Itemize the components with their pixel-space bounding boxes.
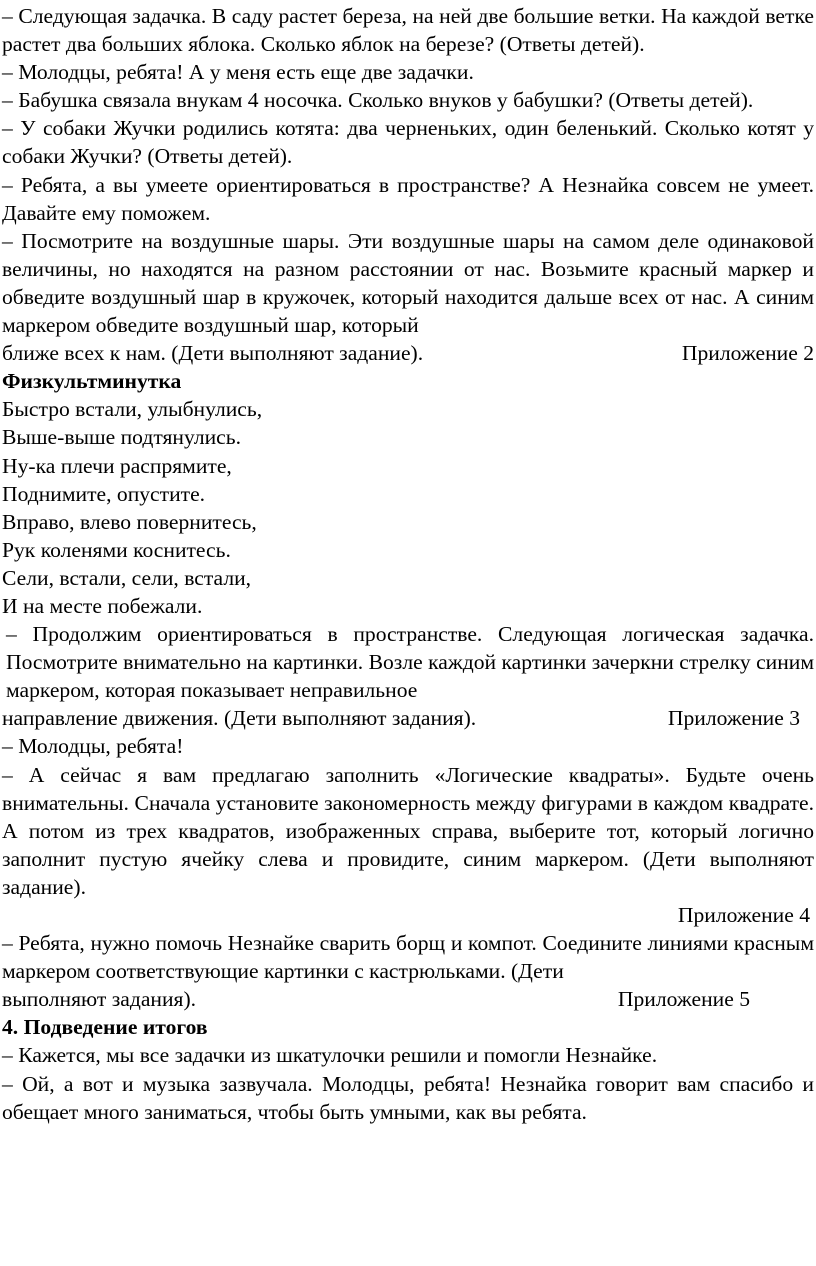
heading-summary: 4. Подведение итогов: [2, 1015, 208, 1040]
paragraph-balloons-end: ближе всех к нам. (Дети выполняют задание).: [2, 341, 424, 366]
poem-block: [2, 395, 814, 620]
paragraph-arrows-end: направление движения. (Дети выполняют задания).: [2, 706, 477, 731]
paragraph-kittens-task: – У собаки Жучки родились котята: два черненьких, один беленький. Сколько котят у собаки Жучки? (Ответы детей).: [2, 116, 814, 169]
paragraph-borscht-task: – Ребята, нужно помочь Незнайке сварить борщ и компот. Соедините линиями красным маркером соответствующие картинки с кастрюльками. (Дети: [2, 931, 814, 984]
appendix-ref-2: Приложение 2: [681, 341, 814, 366]
paragraph-borscht-tail: [2, 985, 814, 1013]
poem-line: Рук коленями коснитесь.: [2, 537, 231, 562]
paragraph-balloons-task: – Посмотрите на воздушные шары. Эти воздушные шары на самом деле одинаковой величины, но находятся на разном расстоянии от нас. Возьмите красный маркер и обведите воздушный шар в кружочек, который находится дальше всех от нас. А синим маркером обведите воздушный шар, который: [2, 228, 814, 338]
document-page: [2, 2, 814, 1126]
poem-line: Поднимите, опустите.: [2, 481, 206, 506]
paragraph-borscht-end: выполняют задания).: [2, 987, 197, 1012]
paragraph-praise-2: – Молодцы, ребята!: [2, 734, 184, 759]
heading-fizkultminutka: Физкультминутка: [2, 369, 182, 394]
paragraph-birch-task: – Следующая задачка. В саду растет береза, на ней две большие ветки. На каждой ветке растет два больших яблока. Сколько яблок на березе? (Ответы детей).: [2, 4, 814, 57]
poem-line: Выше-выше подтянулись.: [2, 425, 241, 450]
paragraph-arrows-task: – Продолжим ориентироваться в пространстве. Следующая логическая задачка. Посмотрите внимательно на картинки. Возле каждой картинки зачеркни стрелку синим маркером, которая показывает неправильное: [6, 622, 814, 703]
paragraph-socks-task: – Бабушка связала внукам 4 носочка. Сколько внуков у бабушки? (Ответы детей).: [2, 88, 754, 113]
poem-line: Сели, встали, сели, встали,: [2, 565, 252, 590]
appendix-ref-4: Приложение 4: [677, 903, 810, 927]
paragraph-summary-1: – Кажется, мы все задачки из шкатулочки решили и помогли Незнайке.: [2, 1043, 658, 1068]
paragraph-praise: – Молодцы, ребята! А у меня есть еще две задачки.: [2, 60, 474, 85]
paragraph-summary-2: – Ой, а вот и музыка зазвучала. Молодцы, ребята! Незнайка говорит вам спасибо и обещает много заниматься, чтобы быть умными, как вы ребята.: [2, 1071, 814, 1124]
poem-line: Ну-ка плечи распрямите,: [2, 453, 232, 478]
paragraph-orientation-intro: – Ребята, а вы умеете ориентироваться в пространстве? А Незнайка совсем не умеет. Давайте ему поможем.: [2, 172, 814, 225]
poem-line: Вправо, влево повернитесь,: [2, 509, 257, 534]
appendix-ref-5: Приложение 5: [617, 987, 750, 1012]
paragraph-arrows-tail: [2, 704, 814, 732]
appendix-ref-3: Приложение 3: [667, 706, 800, 731]
poem-line: И на месте побежали.: [2, 593, 203, 618]
poem-line: Быстро встали, улыбнулись,: [2, 397, 263, 422]
paragraph-logic-squares: – А сейчас я вам предлагаю заполнить «Логические квадраты». Будьте очень внимательны. Сначала установите закономерность между фигурами в каждом квадрате. А потом из трех квадратов, изображенных справа, выберите тот, который логично заполнит пустую ячейку слева и провидите, синим маркером. (Дети выполняют задание).: [2, 762, 814, 899]
paragraph-balloons-tail: [2, 339, 814, 367]
